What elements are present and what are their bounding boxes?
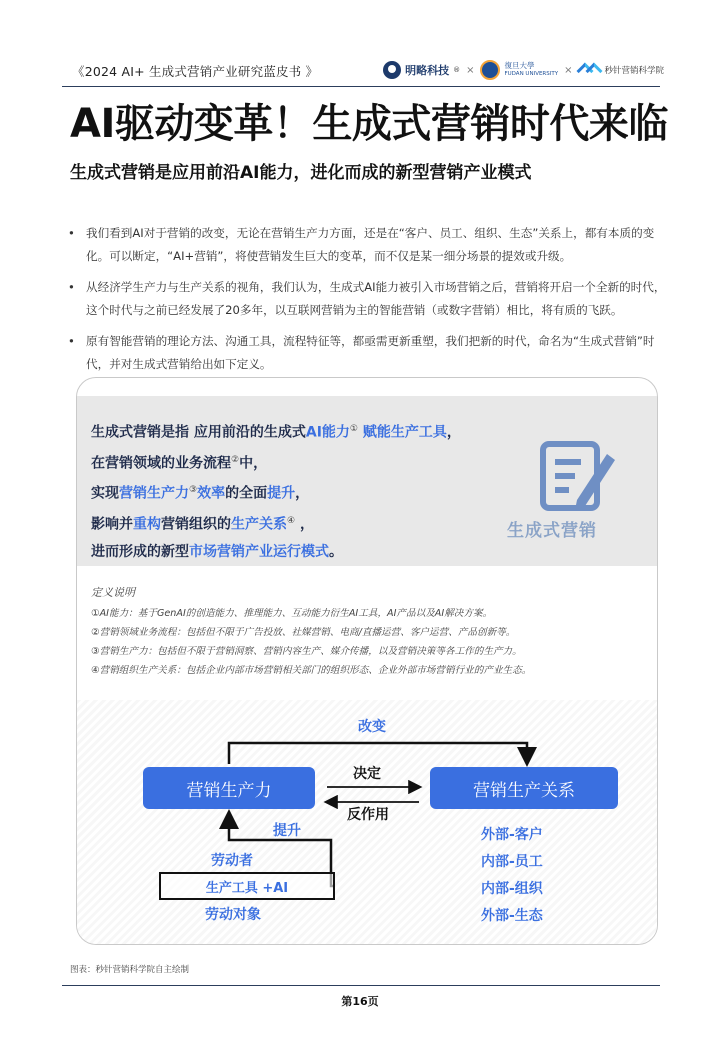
def-text: 的全面 (225, 485, 268, 502)
report-title: 《2024 AI+ 生成式营销产业研究蓝皮书 》 (72, 64, 319, 79)
left-item-laborer: 劳动者 (211, 853, 253, 869)
def-text: 营销组织的 (161, 516, 231, 533)
fudan-logo-text (504, 61, 558, 79)
def-text: 生成式营销是指 应用前沿的生成式 (91, 424, 306, 441)
def-text: 。 (329, 543, 343, 560)
right-item-customer: 外部-客户 (481, 827, 543, 843)
def-text: 在营销领域的业务流程 (91, 455, 231, 472)
right-item-organization: 内部-组织 (481, 881, 543, 897)
partner-logos (383, 58, 664, 82)
fudan-en: FUDAN UNIVERSITY (504, 71, 559, 77)
bullet-list (64, 222, 674, 384)
icon-label: 生成式营销 (507, 521, 597, 541)
note-item: ③营销生产力：包括但不限于营销洞察、营销内容生产、媒介传播，以及营销决策等各工作的生产力。 (91, 646, 522, 657)
minglue-logo-text: 明略科技 (405, 64, 450, 77)
notes-title: 定义说明 (91, 586, 135, 599)
production-relations-box: 营销生产关系 (430, 767, 618, 809)
def-highlight: 重构 (133, 516, 161, 533)
fudan-cn: 復旦大學 (504, 61, 535, 70)
note-item: ①AI能力：基于GenAI的创造能力、推理能力、互动能力衍生AI工具，AI产品以及AI解决方案。 (91, 608, 493, 619)
footnote-marker: ③ (189, 485, 198, 496)
footnote-marker: ② (231, 454, 240, 465)
decide-label: 决定 (353, 766, 381, 782)
bullet-item: • 从经济学生产力与生产关系的视角，我们认为，生成式AI能力被引入市场营销之后，营销将开启一个全新的时代，这个时代与之前已经发展了20多年，以互联网营销为主的智能营销（或数字营销）相比，将有质的飞跃。 (64, 276, 674, 322)
note-item: ②营销领域业务流程：包括但不限于广告投放、社媒营销、电商/直播运营、客户运营、产品创新等。 (91, 627, 516, 638)
def-highlight: AI能力 (305, 424, 350, 441)
def-highlight: 提升 (267, 485, 296, 502)
footnote-marker: ① (349, 424, 358, 434)
footer-divider (62, 985, 660, 986)
right-item-ecosystem: 外部-生态 (481, 908, 543, 924)
raise-label: 提升 (273, 823, 301, 839)
change-label: 改变 (358, 719, 386, 735)
note-item: ④营销组织生产关系：包括企业内部市场营销相关部门的组织形态、企业外部市场营销行业的产业生态。 (91, 665, 532, 676)
def-highlight: 效率 (197, 485, 226, 502)
def-text: ， (446, 424, 461, 441)
registered-mark: ® (453, 66, 461, 74)
def-highlight: 市场营销 (189, 543, 245, 560)
page-title: AI驱动变革！生成式营销时代来临 (70, 101, 668, 147)
miaozhen-logo-icon (578, 63, 600, 77)
chart-source: 图表：秒针营销科学院自主绘制 (70, 965, 190, 975)
def-text: 实现 (91, 485, 119, 502)
def-highlight: 营销生产力 (119, 485, 189, 502)
relationship-diagram-arrows (77, 378, 658, 945)
header-divider (62, 86, 660, 87)
def-text: 影响并 (91, 516, 133, 533)
bullet-item: • 原有智能营销的理论方法、沟通工具，流程特征等，都亟需更新重塑，我们把新的时代，命名为“生成式营销”时代，并对生成式营销给出如下定义。 (64, 330, 674, 376)
report-header (64, 56, 664, 86)
page-number: 第16页 (341, 995, 379, 1008)
def-highlight: 生产关系 (231, 516, 287, 533)
fudan-seal-icon (480, 60, 500, 80)
definition-card (76, 377, 658, 945)
def-highlight: 赋能生产工具 (362, 424, 447, 441)
left-item-object: 劳动对象 (205, 907, 261, 923)
minglue-logo-icon (383, 61, 401, 79)
react-label: 反作用 (347, 807, 389, 823)
right-item-employee: 内部-员工 (481, 854, 543, 870)
footnote-marker: ④ (287, 515, 296, 526)
def-text: ， (295, 485, 310, 502)
times-sign-2: × (564, 64, 573, 76)
bullet-item: • 我们看到AI对于营销的改变，无论在营销生产力方面，还是在“客户、员工、组织、生态”关系上，都有本质的变化。可以断定，“AI+营销”，将使营销发生巨大的变革，而不仅是某一细分场景的提效或升级。 (64, 222, 674, 268)
productivity-box: 营销生产力 (143, 767, 315, 809)
page-subtitle: 生成式营销是应用前沿AI能力，进化而成的新型营销产业模式 (70, 163, 532, 183)
miaozhen-logo-text: 秒针营销科学院 (604, 66, 664, 76)
def-text: ， (295, 516, 314, 533)
times-sign: × (466, 64, 475, 76)
def-highlight: 产业运行模式 (245, 543, 329, 560)
def-text: 中， (239, 455, 268, 472)
left-item-tools: 生产工具 +AI (159, 872, 335, 900)
change-loop-arrow (229, 743, 527, 764)
def-text: 进而形成的新型 (91, 543, 189, 560)
